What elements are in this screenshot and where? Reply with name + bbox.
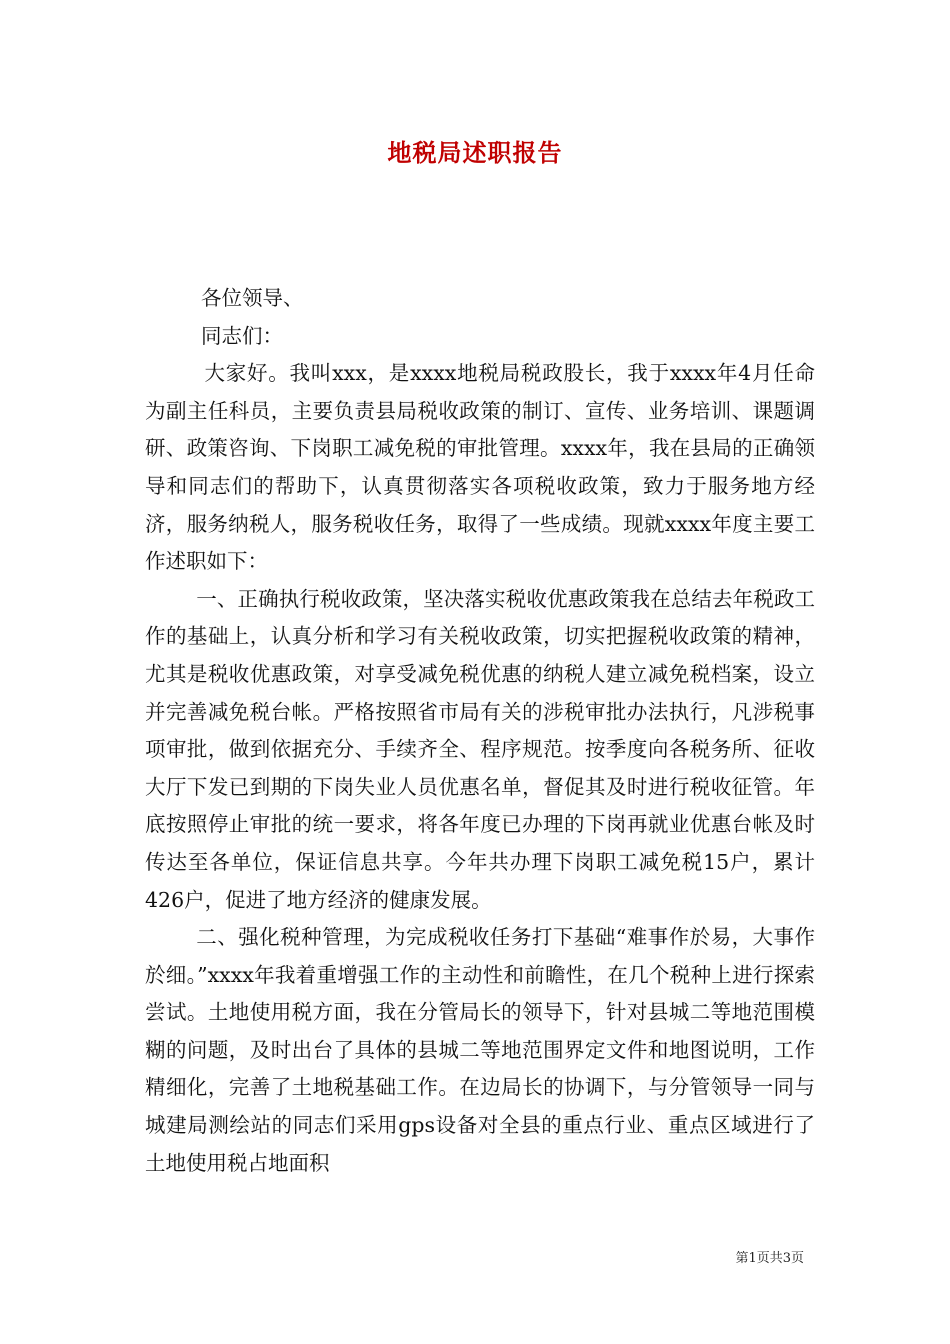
page-number-footer: 第1页共3页 — [735, 1251, 804, 1266]
document-title: 地税局述职报告 — [387, 138, 563, 167]
salutation-line-1: 各位领导、 — [201, 286, 304, 310]
paragraph-intro: 大家好。我叫xxx，是xxxx地税局税政股长，我于xxxx年4月任命为副主任科员，主要负责县局税收政策的制订、宣传、业务培训、课题调研、政策咨询、下岗职工减免税的审批管理。xxxx年，我在县局的正确领导和同志们的帮助下，认真贯彻落实各项税收政策，致力于服务地方经济，服务纳税人，服务税收任务，取得了一些成绩。现就xxxx年度主要工作述职如下： — [145, 361, 815, 574]
document-body — [145, 280, 815, 1182]
salutation-line-2: 同志们： — [201, 323, 283, 348]
paragraph-section-2: 二、强化税种管理，为完成税收任务打下基础“难事作於易，大事作於细。”xxxx年我着重增强工作的主动性和前瞻性，在几个税种上进行探索尝试。土地使用税方面，我在分管局长的领导下，针对县城二等地范围模糊的问题，及时出台了具体的县城二等地范围界定文件和地图说明，工作精细化，完善了土地税基础工作。在边局长的协调下，与分管领导一同与城建局测绘站的同志们采用gps设备对全县的重点行业、重点区域进行了土地使用税占地面积 — [145, 925, 815, 1175]
paragraph-section-1: 一、正确执行税收政策，坚决落实税收优惠政策我在总结去年税政工作的基础上，认真分析和学习有关税收政策，切实把握税收政策的精神，尤其是税收优惠政策，对享受减免税优惠的纳税人建立减免税档案，设立并完善减免税台帐。严格按照省市局有关的涉税审批办法执行，凡涉税事项审批，做到依据充分、手续齐全、程序规范。按季度向各税务所、征收大厅下发已到期的下岗失业人员优惠名单，督促其及时进行税收征管。年底按照停止审批的统一要求，将各年度已办理的下岗再就业优惠台帐及时传达至各单位，保证信息共享。今年共办理下岗职工减免税15户，累计426户，促进了地方经济的健康发展。 — [145, 586, 815, 912]
